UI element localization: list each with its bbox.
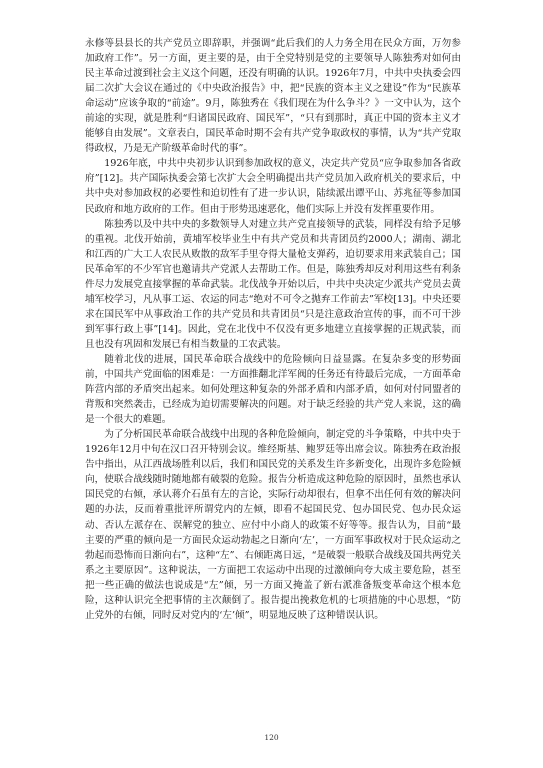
paragraph-5: 为了分析国民革命联合战线中出现的各种危险倾向，制定党的斗争策略，中共中央于1926年12月中旬在汉口召开特别会议。维经斯基、鲍罗廷等出席会议。陈独秀在政治报告中指出，从江西战场胜利以后，我们和国民党的关系发生许多新变化，出现许多危险倾向，使联合战线随时随地都有破裂的危险。报告分析造成这种危险的原因时，虽然也承认国民党的右倾，承认蒋介石虽有左的言论，实际行动却很右，但拿不出任何有效的解决问题的办法，反而着重批评所谓党内的左倾，即看不起国民党、包办国民党、包办民众运动、否认左派存在、误解党的独立、应付中小商人的政策不好等等。报告认为，目前“最主要的严重的倾向是一方面民众运动勃起之日渐向‘左’，一方面军事政权对于民众运动之勃起而恐怖而日渐向右”，这种“左”、右倾距离日远，“是破裂一般联合战线及国共两党关系之主要原因”。这种说法，一方面把工农运动中出现的过激倾向夸大成主要危险，甚至把一些正确的做法也说成是“左”倾，另一方面又掩盖了新右派准备叛变革命这个根本危险，这种认识完全把事情的主次颠倒了。报告提出挽救危机的七项措施的中心思想，“防止党外的右倾，同时反对党内的‘左’倾”，明显地反映了这种错误认识。 — [85, 429, 461, 621]
paragraph-2: 1926年底，中共中央初步认识到参加政权的意义，决定共产党员“应争取参加各省政府”[12]。共产国际执委会第七次扩大会全明确提出共产党员加入政府机关的要求后，中共中央对参加政权的必要性和迫切性有了进一步认识，陆续派出谭平山、苏兆征等参加国民政府和地方政府的工作。但由于形势迅速恶化，他们实际上并没有发挥重要作用。 — [85, 158, 461, 215]
body-text — [85, 36, 461, 623]
page-number: 120 — [264, 733, 279, 742]
paragraph-3: 陈独秀以及中共中央的多数领导人对建立共产党直接领导的武装，同样没有给予足够的重视。北伐开始前，黄埔军校毕业生中有共产党员和共青团员约2000人；湖南、湖北和江西的广大工人农民从败散的敌军手里夺得大量枪支弹药，迫切要求用来武装自己；国民革命军的不少军官也邀请共产党派人去帮助工作。但是，陈独秀却反对利用这些有利条件尽力发展党直接掌握的革命武装。北伐战争开始以后，中共中央决定少派共产党员去黄埔军校学习，凡从事工运、农运的同志“绝对不可令之抛弃工作前去”军校[13]。中央还要求在国民军中从事政治工作的共产党员和共青团员“只是注意政治宣传的事，而不可干涉到军事行政上事”[14]。因此，党在北伐中不仅没有更多地建立直接掌握的正规武装，而且也没有巩固和发展已有相当数量的工农武装。 — [85, 218, 461, 350]
paragraph-1: 永修等县县长的共产党员立即辞职，并强调“此后我们的人力务全用在民众方面，万勿参加政府工作”。另一方面，更主要的是，由于全党特别是党的主要领导人陈独秀对如何由民主革命过渡到社会主义这个问题，还没有明确的认识。1926年7月，中共中央执委会四届二次扩大会议在通过的《中央政治报告》中，把“民族的资本主义之建设”作为“民族革命运动”应该争取的“前途”。9月，陈独秀在《我们现在为什么争斗？》一文中认为，这个前途的实现，就是胜利“归诸国民政府、国民军”，“只有到那时，真正中国的资本主义才能够自由发展”。文章表白，国民革命时期不会有共产党争取政权的事情，认为“共产党取得政权，乃是无产阶级革命时代的事”。 — [85, 38, 461, 155]
paragraph-4: 随着北伐的进展，国民革命联合战线中的危险倾向日益显露。在复杂多变的形势面前，中国共产党面临的困难是：一方面推翻北洋军阀的任务还有待最后完成，一方面革命阵营内部的矛盾突出起来。如何处理这种复杂的外部矛盾和内部矛盾，如何对付同盟者的背叛和突然袭击，已经成为迫切需要解决的问题。对于缺乏经验的共产党人来说，这的确是一个很大的难题。 — [85, 353, 461, 426]
